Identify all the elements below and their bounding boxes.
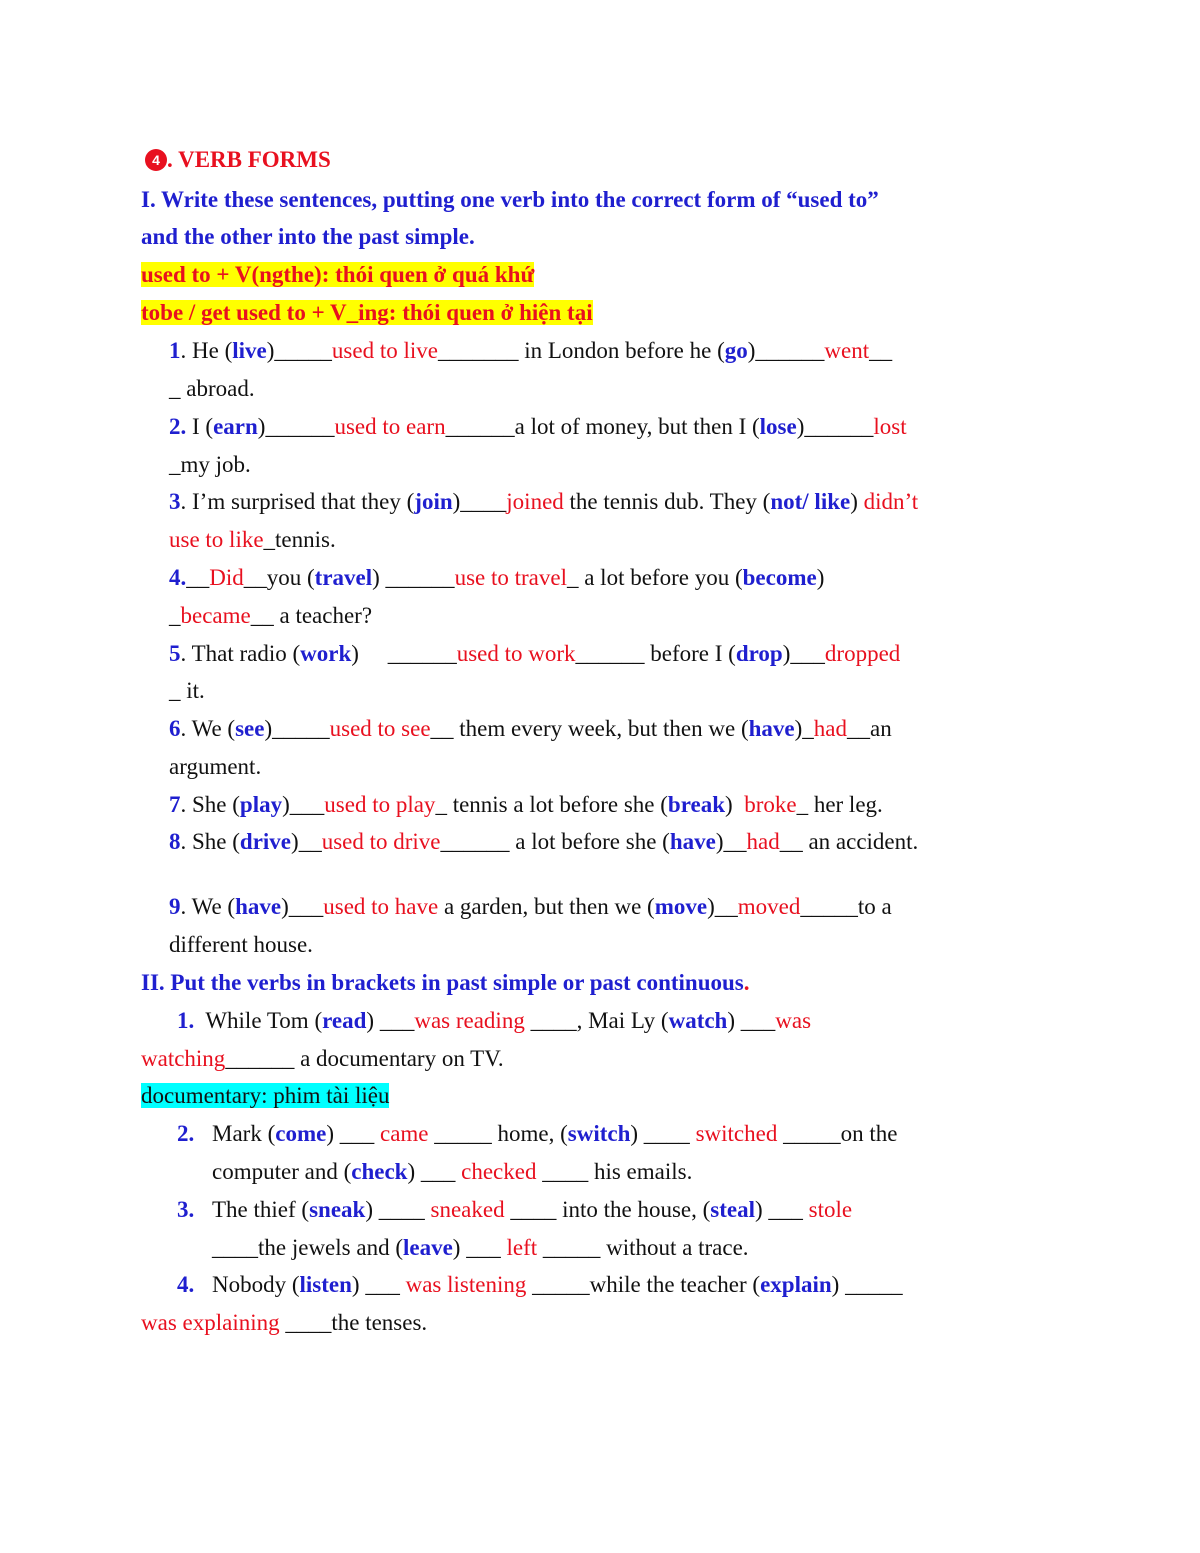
grammar-note-get-used-to: tobe / get used to + V_ing: thói quen ở hiện tại: [141, 300, 593, 325]
part1-heading-line2: and the other into the past simple.: [141, 224, 475, 249]
exercise2-item3-cont: ____the jewels and (leave) ___ left _____ without a trace.: [212, 1235, 749, 1260]
exercise1-item4-cont: _became__ a teacher?: [169, 603, 373, 628]
exercise1-item7: 7. She (play)___used to play_ tennis a lot before she (break) broke_ her leg.: [169, 792, 883, 817]
answer-text: came: [379, 1121, 429, 1146]
verb-prompt: drop: [735, 641, 783, 666]
verb-prompt: watch: [668, 1008, 728, 1033]
verb-prompt: live: [232, 338, 267, 363]
exercise2-item1-cont: watching______ a documentary on TV.: [141, 1046, 504, 1071]
exercise1-item2-cont: _my job.: [169, 452, 251, 477]
exercise1-item1-cont: _ abroad.: [169, 376, 255, 401]
answer-text: broke: [744, 792, 797, 817]
answer-text: didn’t: [863, 489, 919, 514]
answer-text: lost: [873, 414, 907, 439]
exercise2-item4: 4.: [177, 1272, 195, 1297]
answer-text: watching: [141, 1046, 226, 1071]
grammar-note-used-to: used to + V(ngthe): thói quen ở quá khứ: [141, 262, 535, 287]
exercise2-item1: 1. While Tom (read) ___was reading ____, Mai Ly (watch) ___was: [177, 1008, 812, 1033]
exercise1-item9-cont: different house.: [169, 932, 313, 957]
answer-text: used to work: [456, 641, 576, 666]
exercise1-item9: 9. We (have)___used to have a garden, but then we (move)__moved_____to a: [169, 894, 892, 919]
verb-prompt: come: [275, 1121, 327, 1146]
answer-text: had: [813, 716, 847, 741]
answer-text: use to like: [169, 527, 264, 552]
exercise2-item4-cont: was explaining ____the tenses.: [141, 1310, 428, 1335]
section-title-text: . VERB FORMS: [167, 147, 331, 172]
exercise1-item6-cont: argument.: [169, 754, 262, 779]
answer-text: was: [775, 1008, 812, 1033]
answer-text: moved: [737, 894, 801, 919]
answer-text: switched: [695, 1121, 778, 1146]
verb-prompt: go: [724, 338, 748, 363]
part1-heading-line1: I. Write these sentences, putting one verb into the correct form of “used to”: [141, 187, 879, 212]
verb-prompt: earn: [213, 414, 258, 439]
answer-text: used to see: [329, 716, 431, 741]
verb-prompt: steal: [710, 1197, 755, 1222]
verb-prompt: switch: [567, 1121, 631, 1146]
answer-text: was explaining: [141, 1310, 280, 1335]
verb-prompt: not/ like: [770, 489, 851, 514]
section-number-badge: 4: [145, 149, 167, 171]
verb-prompt: listen: [299, 1272, 352, 1297]
answer-text: was listening: [405, 1272, 527, 1297]
verb-prompt: have: [748, 716, 795, 741]
answer-text: joined: [506, 489, 564, 514]
verb-prompt: travel: [314, 565, 373, 590]
answer-text: checked: [461, 1159, 537, 1184]
verb-prompt: become: [742, 565, 817, 590]
verb-prompt: play: [239, 792, 283, 817]
verb-prompt: see: [235, 716, 265, 741]
answer-text: used to earn: [334, 414, 446, 439]
exercise2-item2-text: Mark (come) ___ came _____ home, (switch) ____ switched _____on the: [212, 1121, 898, 1146]
verb-prompt: drive: [239, 829, 292, 854]
vocab-note-documentary: documentary: phim tài liệu: [141, 1083, 390, 1108]
answer-text: sneaked: [430, 1197, 505, 1222]
answer-text: used to have: [323, 894, 439, 919]
verb-prompt: lose: [759, 414, 797, 439]
exercise1-item5: 5. That radio (work) ______used to work______ before I (drop)___dropped: [169, 641, 901, 666]
verb-prompt: move: [654, 894, 708, 919]
answer-text: went: [824, 338, 870, 363]
answer-text: dropped: [824, 641, 901, 666]
answer-text: was reading: [414, 1008, 525, 1033]
answer-text: stole: [808, 1197, 853, 1222]
verb-prompt: check: [351, 1159, 408, 1184]
exercise2-item4-text: Nobody (listen) ___ was listening _____while the teacher (explain) _____: [212, 1272, 903, 1297]
answer-text: Did: [209, 565, 244, 590]
exercise2-item3: 3.: [177, 1197, 195, 1222]
answer-text: used to live: [331, 338, 438, 363]
answer-text: used to play: [324, 792, 436, 817]
exercise1-item3-cont: use to like_tennis.: [169, 527, 336, 552]
exercise2-item3-text: The thief (sneak) ____ sneaked ____ into the house, (steal) ___ stole: [212, 1197, 853, 1222]
exercise1-item5-cont: _ it.: [169, 678, 205, 703]
verb-prompt: leave: [402, 1235, 453, 1260]
exercise2-item2: 2.: [177, 1121, 195, 1146]
part2-heading: II. Put the verbs in brackets in past simple or past continuous.: [141, 970, 750, 995]
answer-text: had: [746, 829, 780, 854]
verb-prompt: explain: [760, 1272, 832, 1297]
answer-text: use to travel: [454, 565, 567, 590]
verb-prompt: have: [235, 894, 282, 919]
exercise1-item3: 3. I’m surprised that they (join)____joined the tennis dub. They (not/ like) didn’t: [169, 489, 919, 514]
section-title: [145, 146, 331, 174]
exercise1-item1: 1. He (live)_____used to live_______ in London before he (go)______went__: [169, 338, 893, 363]
exercise1-item4: 4.__Did__you (travel) ______use to travel_ a lot before you (become): [169, 565, 825, 590]
verb-prompt: sneak: [309, 1197, 366, 1222]
verb-prompt: have: [669, 829, 716, 854]
verb-prompt: break: [667, 792, 726, 817]
exercise1-item8: 8. She (drive)__used to drive______ a lot before she (have)__had__ an accident.: [169, 829, 919, 854]
exercise1-item6: 6. We (see)_____used to see__ them every week, but then we (have)_had__an: [169, 716, 892, 741]
verb-prompt: join: [414, 489, 453, 514]
answer-text: used to drive: [321, 829, 441, 854]
verb-prompt: read: [322, 1008, 367, 1033]
exercise1-item2: 2. I (earn)______used to earn______a lot of money, but then I (lose)______lost: [169, 414, 907, 439]
answer-text: became: [180, 603, 251, 628]
answer-text: left: [506, 1235, 538, 1260]
exercise2-item2-cont: computer and (check) ___ checked ____ his emails.: [212, 1159, 693, 1184]
verb-prompt: work: [300, 641, 352, 666]
